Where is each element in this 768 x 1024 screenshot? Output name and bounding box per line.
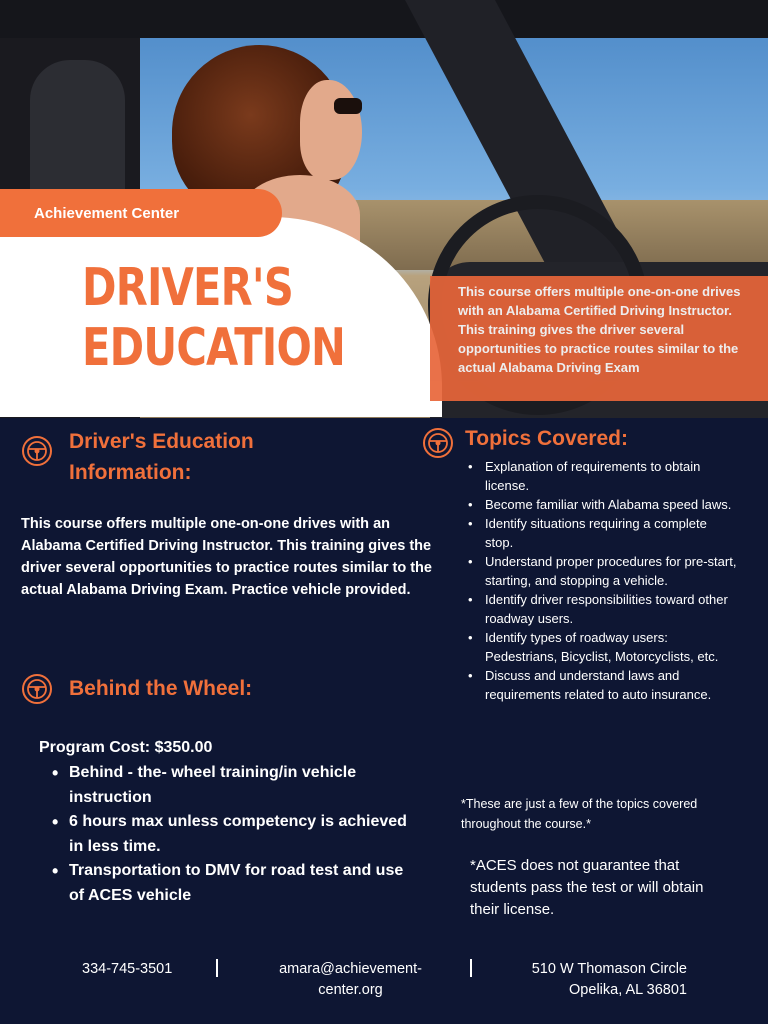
wheel-list <box>52 761 412 908</box>
car-seat <box>30 60 125 200</box>
list-item: • Become familiar with Alabama speed laws. <box>468 495 738 514</box>
topics-section-title: Topics Covered: <box>465 427 628 450</box>
driver-sunglasses <box>334 98 362 114</box>
steering-wheel-icon <box>21 435 53 467</box>
topics-note: *These are just a few of the topics covered throughout the course.* <box>461 797 698 831</box>
page-title-line2: EDUCATION <box>82 318 346 378</box>
footer-divider <box>216 959 218 977</box>
list-item: • 6 hours max unless competency is achieved in less time. <box>52 810 412 859</box>
info-section-title <box>69 426 254 488</box>
info-body: This course offers multiple one-on-one drives with an Alabama Certified Driving Instructor. This training gives the driver several opportunities to practice routes similar to the actual Alabama Driving Exam. Practice vehicle provided. <box>21 516 432 598</box>
footer-divider <box>470 959 472 977</box>
list-item: • Understand proper procedures for pre-start, starting, and stopping a vehicle. <box>468 552 738 590</box>
list-item: • Transportation to DMV for road test and use of ACES vehicle <box>52 859 412 908</box>
aces-disclaimer: *ACES does not guarantee that students pass the test or will obtain their license. <box>470 857 704 918</box>
list-item: • Behind - the- wheel training/in vehicle instruction <box>52 761 412 810</box>
car-roof <box>0 0 768 38</box>
program-cost: Program Cost: $350.00 <box>39 739 213 756</box>
footer-email-line2: center.org <box>318 982 383 998</box>
wheel-section-title: Behind the Wheel: <box>69 677 253 700</box>
page-title <box>82 258 354 378</box>
footer-address <box>495 959 687 1001</box>
list-item: • Identify driver responsibilities toward other roadway users. <box>468 590 738 628</box>
topics-list <box>468 457 738 704</box>
footer-phone[interactable]: 334-745-3501 <box>82 961 173 977</box>
steering-wheel-icon <box>422 427 454 459</box>
page-title-line1: DRIVER'S <box>82 258 293 318</box>
list-item: • Identify types of roadway users: Pedestrians, Bicyclist, Motorcyclists, etc. <box>468 628 738 666</box>
driver-face <box>300 80 362 180</box>
course-summary-box: This course offers multiple one-on-one drives with an Alabama Certified Driving Instructor. This training gives the driver several opportunities to practice routes similar to the actual Alabama Driving Exam <box>430 276 768 401</box>
footer-address-line1: 510 W Thomason Circle <box>531 961 687 977</box>
steering-wheel-icon <box>21 673 53 705</box>
list-item: • Identify situations requiring a complete stop. <box>468 514 738 552</box>
info-title-line2: Information: <box>69 461 192 484</box>
list-item: • Explanation of requirements to obtain license. <box>468 457 738 495</box>
list-item: • Discuss and understand laws and requirements related to auto insurance. <box>468 666 738 704</box>
footer-email[interactable] <box>258 959 443 1001</box>
org-tag: Achievement Center <box>0 189 282 237</box>
footer-email-line1: amara@achievement- <box>279 961 422 977</box>
info-title-line1: Driver's Education <box>69 430 254 453</box>
footer-address-line2: Opelika, AL 36801 <box>569 982 687 998</box>
